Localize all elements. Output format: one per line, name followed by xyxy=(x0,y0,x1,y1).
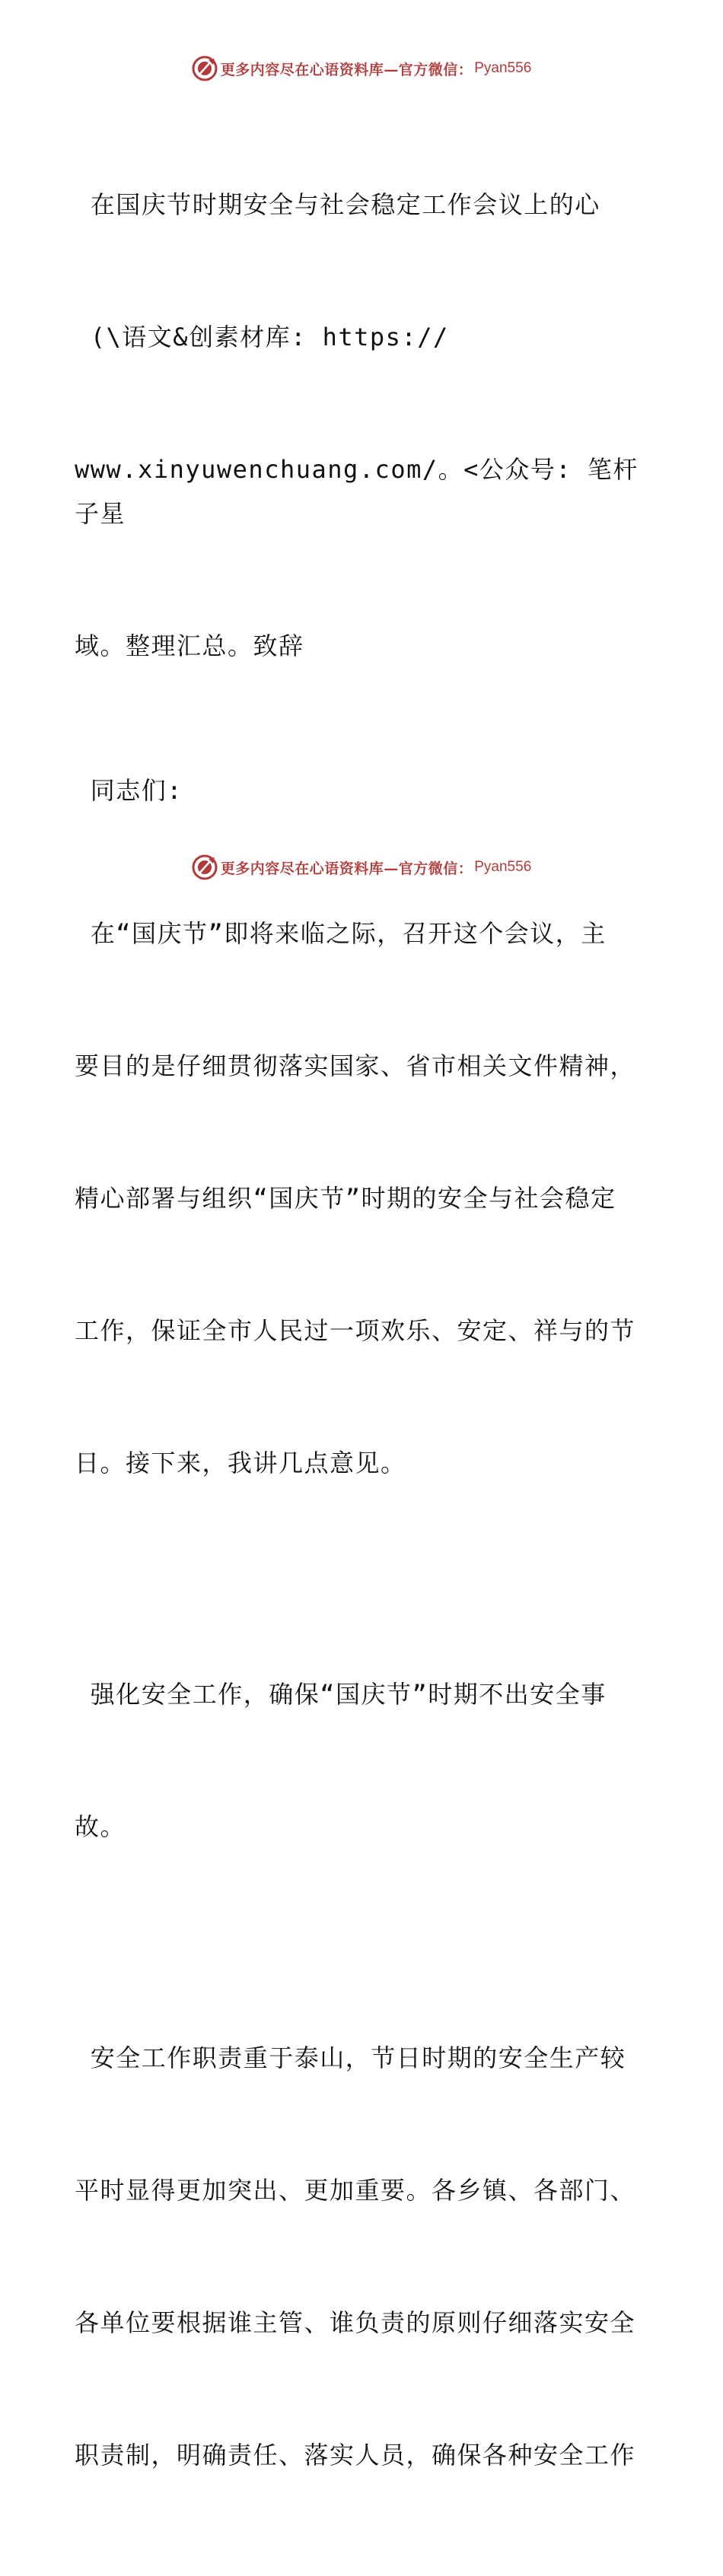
title-line: (\语文&创素材库: https:// xyxy=(75,323,449,351)
title-line: 域。整理汇总。致辞 xyxy=(75,631,304,660)
paragraph-line: 日。接下来，我讲几点意见。 xyxy=(75,1449,406,1477)
document-title xyxy=(75,94,653,756)
paragraph-line: 强化安全工作，确保“国庆节”时期不出安全事 xyxy=(75,1680,607,1709)
paragraph-line: 故。 xyxy=(75,1812,126,1841)
title-line: 在国庆节时期安全与社会稳定工作会议上的心 xyxy=(75,190,600,219)
footer-banner-wechat-id: Pyan556 xyxy=(474,859,532,875)
paragraph-line: 职责制，明确责任、落实人员，确保各种安全工作 xyxy=(75,2441,636,2469)
quill-seal-icon xyxy=(192,854,218,880)
paragraph-line: 平时显得更加突出、更加重要。各乡镇、各部门、 xyxy=(75,2176,636,2205)
paragraph-heading xyxy=(75,1584,653,1937)
paragraph-line: 安全工作职责重于泰山，节日时期的安全生产较 xyxy=(75,2043,626,2072)
paragraph-line: 各单位要根据谁主管、谁负责的原则仔细落实安全 xyxy=(75,2308,636,2337)
header-banner-wechat-id: Pyan556 xyxy=(474,60,532,76)
quill-seal-icon xyxy=(192,56,218,81)
title-line: www.xinyuwenchuang.com/。<公众号: 笔杆子星 xyxy=(75,455,639,528)
salutation: 同志们: xyxy=(75,776,183,805)
header-banner xyxy=(0,53,723,84)
header-banner-text: 更多内容尽在心语资料库—官方微信： xyxy=(220,61,473,78)
paragraph-line: 工作，保证全市人民过一项欢乐、安定、祥与的节 xyxy=(75,1316,636,1345)
paragraph-intro xyxy=(75,823,653,1573)
paragraph-safety xyxy=(75,1948,653,2565)
paragraph-line: 要目的是仔细贯彻落实国家、省市相关文件精神， xyxy=(75,1051,636,1080)
paragraph-line: 在“国庆节”即将来临之际，召开这个会议，主 xyxy=(75,919,607,948)
document-body xyxy=(75,94,653,2576)
paragraph-line: 精心部署与组织“国庆节”时期的安全与社会稳定 xyxy=(75,1184,616,1213)
footer-banner xyxy=(0,852,723,883)
footer-banner-text: 更多内容尽在心语资料库—官方微信： xyxy=(220,860,473,877)
